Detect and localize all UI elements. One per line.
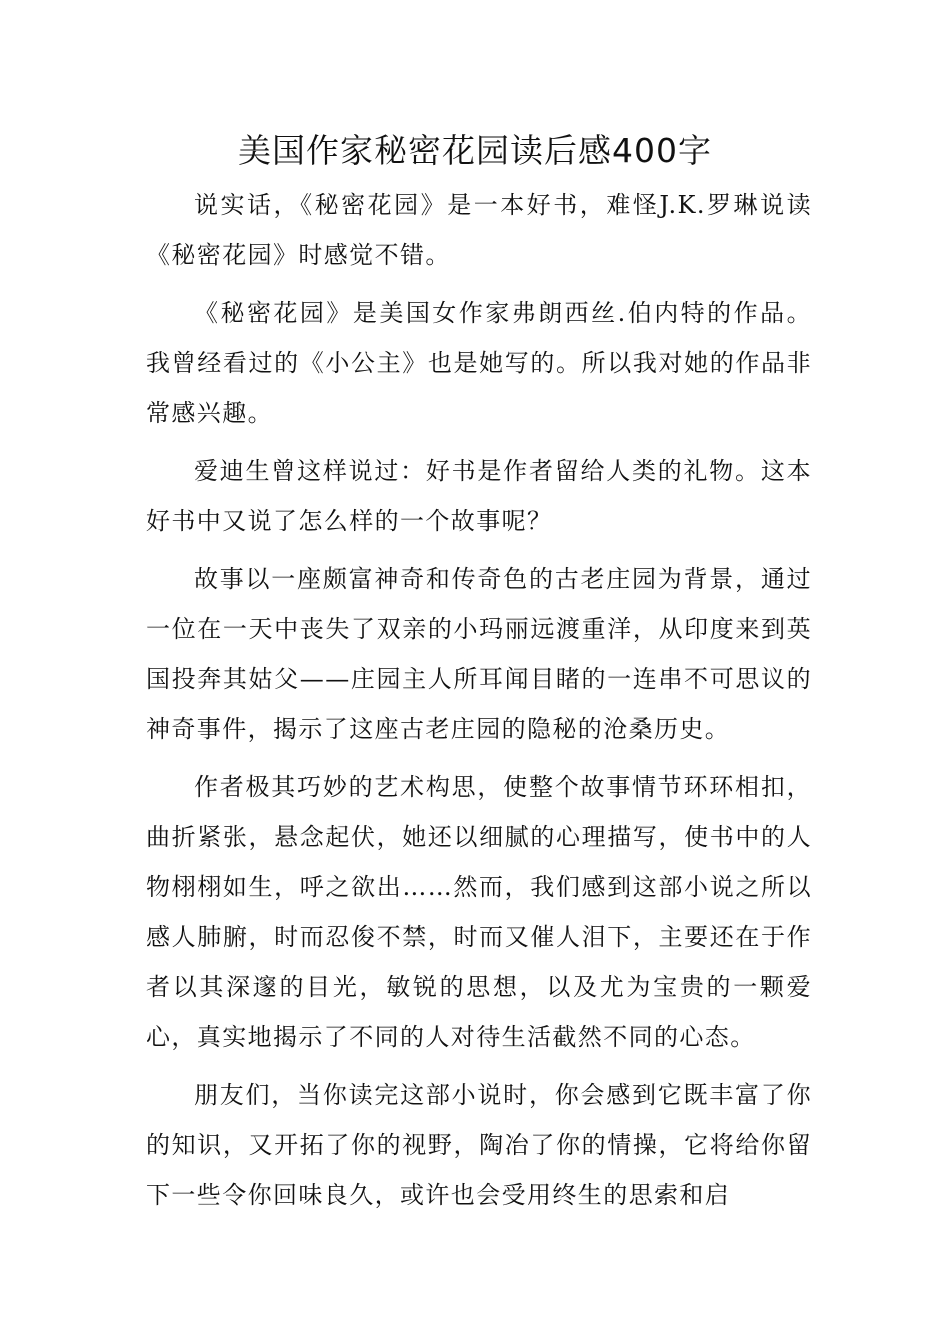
paragraph: 《秘密花园》是美国女作家弗朗西丝.伯内特的作品。我曾经看过的《小公主》也是她写的。所以我对她的作品非常感兴趣。 <box>146 299 812 427</box>
paragraph: 朋友们，当你读完这部小说时，你会感到它既丰富了你的知识，又开拓了你的视野，陶冶了你的情操，它将给你留下一些令你回味良久，或许也会受用终生的思索和启 <box>146 1081 812 1209</box>
paragraph: 说实话，《秘密花园》是一本好书，难怪J.K.罗琳说读《秘密花园》时感觉不错。 <box>146 191 812 269</box>
paragraph: 爱迪生曾这样说过：好书是作者留给人类的礼物。这本好书中又说了怎么样的一个故事呢？ <box>146 457 812 535</box>
paragraph: 作者极其巧妙的艺术构思，使整个故事情节环环相扣，曲折紧张，悬念起伏，她还以细腻的心理描写，使书中的人物栩栩如生，呼之欲出……然而，我们感到这部小说之所以感人肺腑，时而忍俊不禁，时而又催人泪下，主要还在于作者以其深邃的目光，敏锐的思想，以及尤为宝贵的一颗爱心，真实地揭示了不同的人对待生活截然不同的心态。 <box>146 773 812 1051</box>
document-body <box>146 180 812 1228</box>
document-title: 美国作家秘密花园读后感400字 <box>238 131 712 170</box>
paragraph: 故事以一座颇富神奇和传奇色的古老庄园为背景，通过一位在一天中丧失了双亲的小玛丽远渡重洋，从印度来到英国投奔其姑父——庄园主人所耳闻目睹的一连串不可思议的神奇事件，揭示了这座古老庄园的隐秘的沧桑历史。 <box>146 565 812 743</box>
